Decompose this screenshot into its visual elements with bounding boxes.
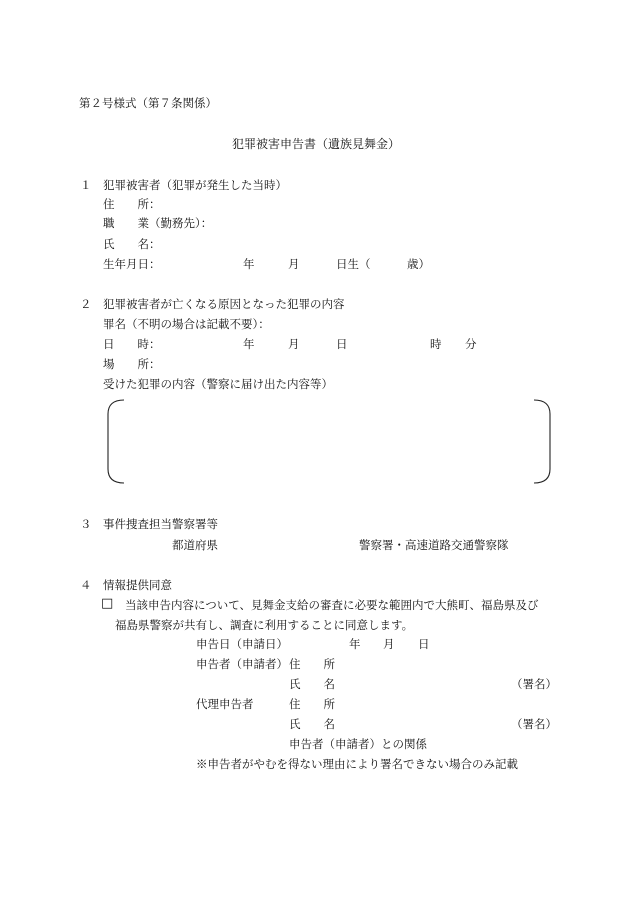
section4-heading: 情報提供同意 [103,578,172,592]
consent-text-line2: 福島県警察が共有し、調査に利用することに同意します。 [115,618,414,632]
application-year-unit: 年 [349,637,361,651]
section1-heading: 犯罪被害者（犯罪が発生した当時） [103,178,287,192]
section2-number: ２ [80,297,92,311]
agent-relation-label: 申告者（申請者）との関係 [289,737,427,751]
crime-name-label: 罪名（不明の場合は記載不要）： [103,317,270,331]
crime-place-label: 場 所： [103,357,161,371]
signature-note: ※申告者がやむを得ない理由により署名できない場合のみ記載 [196,757,518,771]
section3-number: ３ [80,517,92,531]
birth-month-unit: 月 [288,257,300,271]
crime-content-label: 受けた犯罪の内容（警察に届け出た内容等） [103,377,333,391]
agent-address-label: 住 所 [289,697,335,711]
crime-day-unit: 日 [336,337,348,351]
police-station-unit: 警察署・高速道路交通警察隊 [359,538,509,552]
consent-checkbox[interactable]: □ [101,596,114,611]
form-number: 第２号様式（第７条関係） [79,96,217,110]
agent-signature-label: （署名） [511,717,557,731]
application-month-unit: 月 [383,637,395,651]
victim-birthdate-label: 生年月日： [103,257,161,271]
agent-name-label: 氏 名 [289,717,335,731]
applicant-signature-label: （署名） [511,677,557,691]
birth-day-unit: 日生（ [336,257,371,271]
application-day-unit: 日 [418,637,430,651]
applicant-name-label: 氏 名 [289,677,335,691]
section2-heading: 犯罪被害者が亡くなる原因となった犯罪の内容 [103,297,345,311]
section3-heading: 事件捜査担当警察署等 [103,517,218,531]
applicant-label: 申告者（申請者） [196,657,288,671]
birth-year-unit: 年 [243,257,255,271]
victim-occupation-label: 職 業（勤務先）： [103,216,213,230]
agent-label: 代理申告者 [196,697,254,711]
applicant-address-label: 住 所 [289,657,335,671]
document-title: 犯罪被害申告書（遺族見舞金） [232,137,401,151]
age-unit: 歳） [407,257,430,271]
section4-number: ４ [80,578,92,592]
victim-name-label: 氏 名： [103,237,161,251]
crime-year-unit: 年 [243,337,255,351]
application-date-label: 申告日（申請日） [196,637,288,651]
victim-address-label: 住 所： [103,197,161,211]
section1-number: １ [80,178,92,192]
prefecture-unit: 都道府県 [172,538,218,552]
consent-text-line1: 当該申告内容について、見舞金支給の審査に必要な範囲内で大熊町、福島県及び [125,598,539,612]
crime-hour-unit: 時 [430,337,442,351]
crime-month-unit: 月 [288,337,300,351]
crime-datetime-label: 日 時： [103,337,161,351]
crime-minute-unit: 分 [465,337,477,351]
